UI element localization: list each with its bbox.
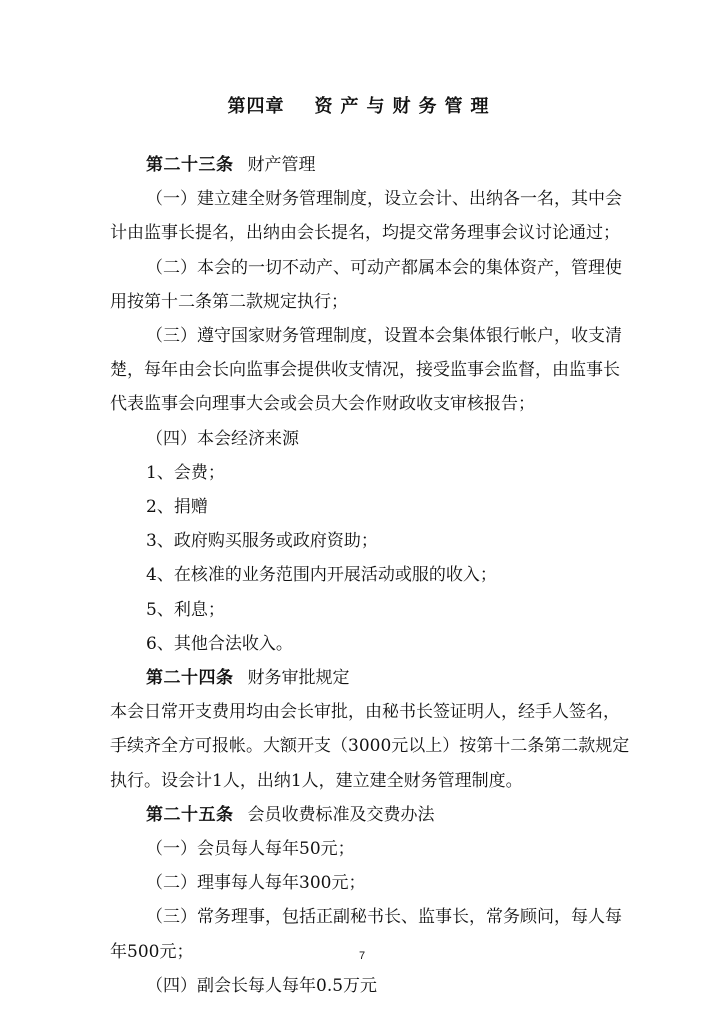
article-24-heading <box>110 661 630 695</box>
income-source-item: 3、政府购买服务或政府资助； <box>146 531 378 552</box>
income-source-item: 5、利息； <box>146 599 225 620</box>
fee-item: （一）会员每人每年50元； <box>146 839 355 860</box>
article-23-clause-2: （二）本会的一切不动产、可动产都属本会的集体资产，管理使用按第十二条第二款规定执行； <box>110 257 622 312</box>
article-23-label: 第二十三条 <box>146 155 234 175</box>
article-23-clause-1: （一）建立建全财务管理制度，设立会计、出纳各一名，其中会计由监事长提名，出纳由会长提名，均提交常务理事会议讨论通过； <box>110 189 622 244</box>
article-23-title: 财产管理 <box>247 155 316 175</box>
document-body <box>110 148 630 1003</box>
page-number: 7 <box>358 950 366 962</box>
income-source-item: 6、其他合法收入。 <box>146 633 293 654</box>
fee-item: （三）常务理事，包括正副秘书长、监事长，常务顾问，每人每年500元； <box>110 907 622 962</box>
chapter-title <box>0 92 724 118</box>
article-24-body: 本会日常开支费用均由会长审批，由秘书长签证明人，经手人签名，手续齐全方可报帐。大额开支（3000元以上）按第十二条第二款规定执行。设会计1人，出纳1人，建立建全财务管理制度。 <box>110 702 630 791</box>
article-23-clause-3: （三）遵守国家财务管理制度，设置本会集体银行帐户，收支清楚，每年由会长向监事会提供收支情况，接受监事会监督，由监事长代表监事会向理事大会或会员大会作财政收支审核报告； <box>110 326 622 415</box>
article-25-title: 会员收费标准及交费办法 <box>247 804 435 825</box>
income-source-item: 2、捐赠 <box>146 497 208 518</box>
chapter-number: 第四章 <box>227 96 285 117</box>
fee-item: （四）副会长每人每年0.5万元 <box>146 975 378 996</box>
article-25-heading <box>110 798 630 832</box>
article-23-heading <box>110 148 630 182</box>
fee-item: （二）理事每人每年300元； <box>146 873 366 894</box>
article-23-clause-4: （四）本会经济来源 <box>146 428 299 449</box>
income-source-item: 1、会费； <box>146 462 225 483</box>
income-source-item: 4、在核准的业务范围内开展活动或服的收入； <box>146 565 497 586</box>
article-24-label: 第二十四条 <box>146 668 234 689</box>
article-25-label: 第二十五条 <box>146 804 234 825</box>
article-24-title: 财务审批规定 <box>247 668 350 689</box>
chapter-name: 资产与财务管理 <box>314 96 497 117</box>
